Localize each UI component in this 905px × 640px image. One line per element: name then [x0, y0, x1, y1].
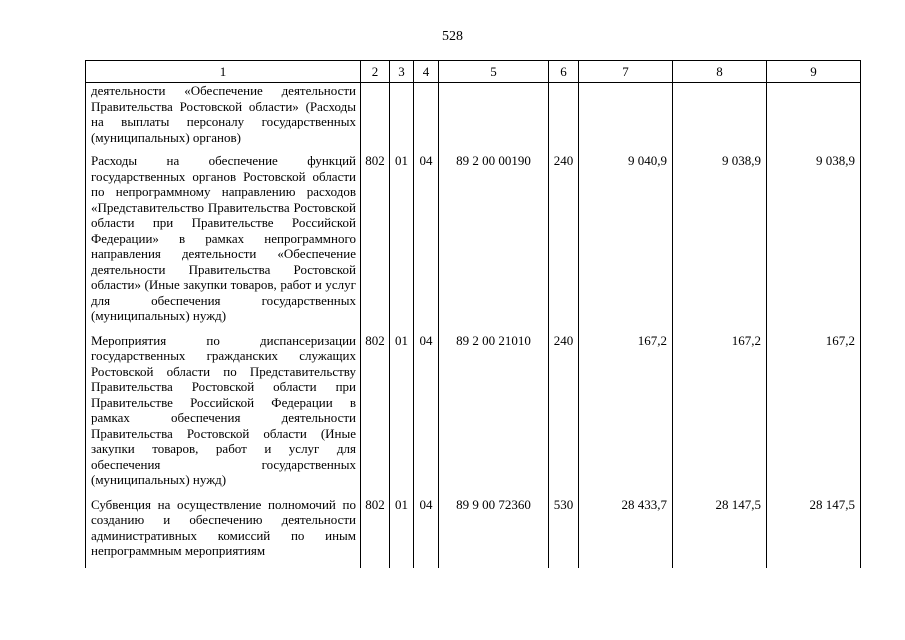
- budget-table: [85, 60, 861, 568]
- row-description: Субвенция на осуществление полномочий по созданию и обеспечению деятельности административных комиссий по иным непрограммным мероприятиям: [86, 497, 361, 568]
- row-section-code: 01: [390, 497, 414, 568]
- row-ministry-code: [361, 83, 390, 154]
- row-target-article: 89 2 00 21010: [439, 333, 549, 497]
- table-row: [86, 497, 861, 568]
- row-amount-2: 28 147,5: [673, 497, 767, 568]
- row-target-article: 89 2 00 00190: [439, 153, 549, 333]
- table-row: [86, 83, 861, 154]
- row-description: Расходы на обеспечение функций государственных органов Ростовской области по непрограммному направлению расходов «Представительство Правительства Ростовской области при Правительстве Российской Федерации» в рамках непрограммного направления деятельности «Обеспечение деятельности Правительства Ростовской области» (Иные закупки товаров, работ и услуг для обеспечения государственных (муниципальных) нужд): [86, 153, 361, 333]
- column-header-8: 8: [673, 61, 767, 83]
- column-header-1: 1: [86, 61, 361, 83]
- row-amount-1: [579, 83, 673, 154]
- row-amount-3: 167,2: [767, 333, 861, 497]
- row-expense-type: [549, 83, 579, 154]
- row-subsection-code: 04: [414, 333, 439, 497]
- row-amount-3: [767, 83, 861, 154]
- row-description: Мероприятия по диспансеризации государственных гражданских служащих Ростовской области по Представительству Правительства Ростовской области при Правительстве Российской Федерации в рамках обеспечения деятельности Правительства Ростовской области (Иные закупки товаров, работ и услуг для обеспечения государственных (муниципальных) нужд): [86, 333, 361, 497]
- row-expense-type: 530: [549, 497, 579, 568]
- table-row: [86, 333, 861, 497]
- column-header-3: 3: [390, 61, 414, 83]
- row-expense-type: 240: [549, 333, 579, 497]
- row-amount-1: 9 040,9: [579, 153, 673, 333]
- row-subsection-code: 04: [414, 497, 439, 568]
- row-amount-3: 9 038,9: [767, 153, 861, 333]
- row-amount-1: 28 433,7: [579, 497, 673, 568]
- column-header-5: 5: [439, 61, 549, 83]
- row-ministry-code: 802: [361, 333, 390, 497]
- header-row: [86, 61, 861, 83]
- row-target-article: 89 9 00 72360: [439, 497, 549, 568]
- row-target-article: [439, 83, 549, 154]
- column-header-9: 9: [767, 61, 861, 83]
- column-header-2: 2: [361, 61, 390, 83]
- row-amount-2: 9 038,9: [673, 153, 767, 333]
- row-amount-2: [673, 83, 767, 154]
- row-ministry-code: 802: [361, 497, 390, 568]
- row-amount-2: 167,2: [673, 333, 767, 497]
- table-header: [86, 61, 861, 83]
- column-header-4: 4: [414, 61, 439, 83]
- row-ministry-code: 802: [361, 153, 390, 333]
- row-subsection-code: 04: [414, 153, 439, 333]
- row-amount-1: 167,2: [579, 333, 673, 497]
- row-amount-3: 28 147,5: [767, 497, 861, 568]
- table-row: [86, 153, 861, 333]
- row-description: деятельности «Обеспечение деятельности Правительства Ростовской области» (Расходы на выплаты персоналу государственных (муниципальных) органов): [86, 83, 361, 154]
- row-subsection-code: [414, 83, 439, 154]
- row-expense-type: 240: [549, 153, 579, 333]
- column-header-6: 6: [549, 61, 579, 83]
- table-body: [86, 83, 861, 568]
- row-section-code: 01: [390, 153, 414, 333]
- page-number: 528: [442, 29, 463, 44]
- row-section-code: 01: [390, 333, 414, 497]
- column-header-7: 7: [579, 61, 673, 83]
- row-section-code: [390, 83, 414, 154]
